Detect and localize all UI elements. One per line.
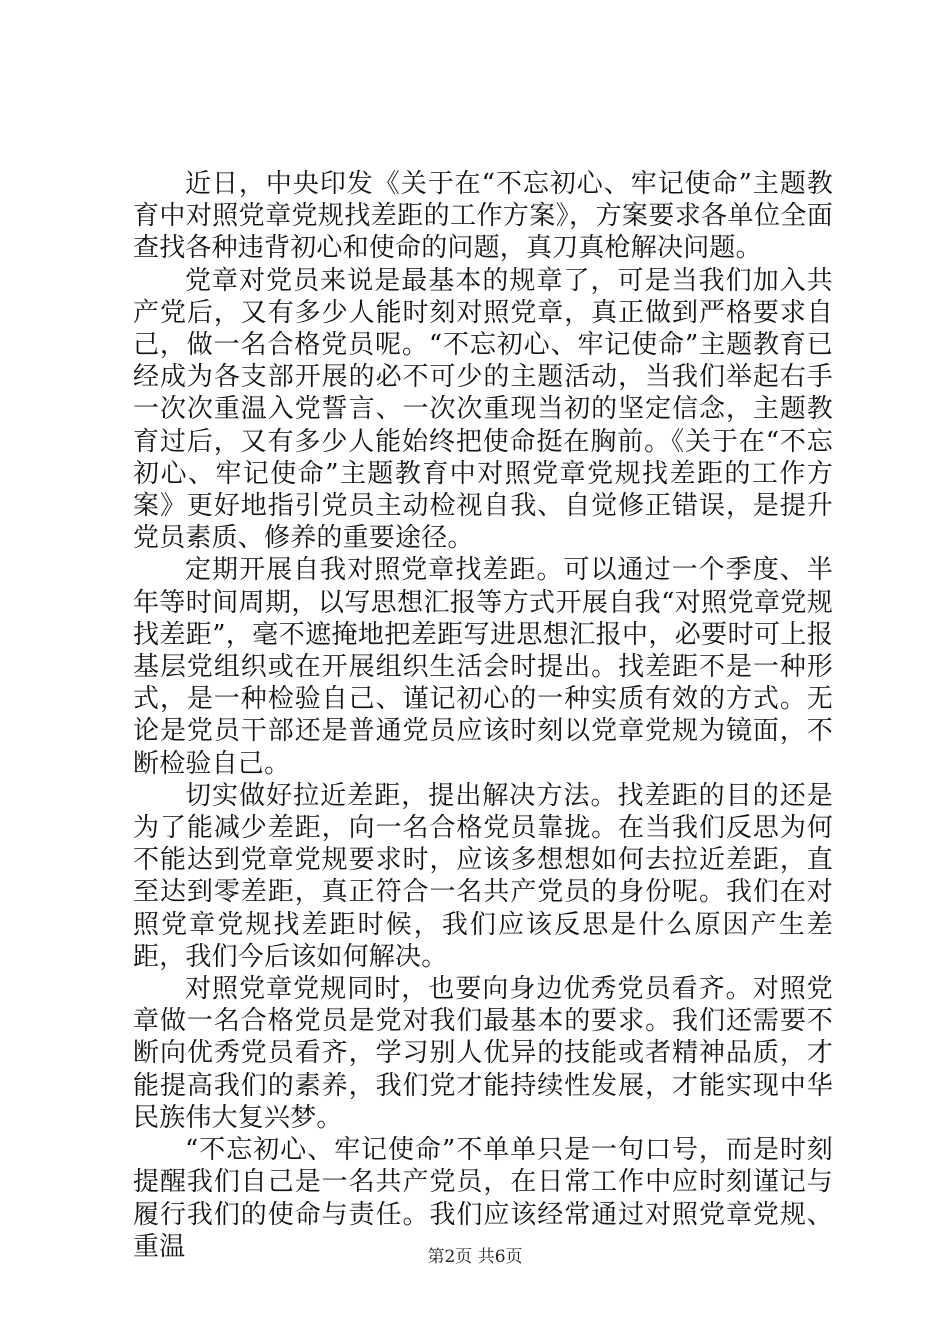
paragraph-6: “不忘初心、牢记使命”不单单只是一句口号，而是时刻提醒我们自己是一名共产党员，在日常工作中应时刻谨记与履行我们的使命与责任。我们应该经常通过对照党章党规、重温 — [133, 1135, 833, 1262]
page-number-footer: 第2页 共6页 — [427, 1247, 523, 1267]
paragraph-5: 对照党章党规同时，也要向身边优秀党员看齐。对照党章做一名合格党员是党对我们最基本的要求。我们还需要不断向优秀党员看齐，学习别人优异的技能或者精神品质，才能提高我们的素养，我们党才能持续性发展，才能实现中华民族伟大复兴梦。 — [133, 974, 833, 1133]
paragraph-1: 近日，中央印发《关于在“不忘初心、牢记使命”主题教育中对照党章党规找差距的工作方案》，方案要求各单位全面查找各种违背初心和使命的问题，真刀真枪解决问题。 — [133, 169, 833, 264]
paragraph-3: 定期开展自我对照党章找差距。可以通过一个季度、半年等时间周期，以写思想汇报等方式开展自我“对照党章党规找差距”，毫不遮掩地把差距写进思想汇报中，必要时可上报基层党组织或在开展组织生活会时提出。找差距不是一种形式，是一种检验自己、谨记初心的一种实质有效的方式。无论是党员干部还是普通党员应该时刻以党章党规为镜面，不断检验自己。 — [133, 555, 833, 779]
paragraph-4: 切实做好拉近差距，提出解决方法。找差距的目的还是为了能减少差距，向一名合格党员靠拢。在当我们反思为何不能达到党章党规要求时，应该多想想如何去拉近差距，直至达到零差距，真正符合一名共产党员的身份呢。我们在对照党章党规找差距时候，我们应该反思是什么原因产生差距，我们今后该如何解决。 — [133, 780, 833, 972]
paragraph-2: 党章对党员来说是最基本的规章了，可是当我们加入共产党后，又有多少人能时刻对照党章，真正做到严格要求自己，做一名合格党员呢。“不忘初心、牢记使命”主题教育已经成为各支部开展的必不可少的主题活动，当我们举起右手一次次重温入党誓言、一次次重现当初的坚定信念，主题教育过后，又有多少人能始终把使命挺在胸前。《关于在“不忘初心、牢记使命”主题教育中对照党章党规找差距的工作方案》更好地指引党员主动检视自我、自觉修正错误，是提升党员素质、修养的重要途径。 — [133, 265, 833, 554]
document-body — [133, 168, 833, 1263]
